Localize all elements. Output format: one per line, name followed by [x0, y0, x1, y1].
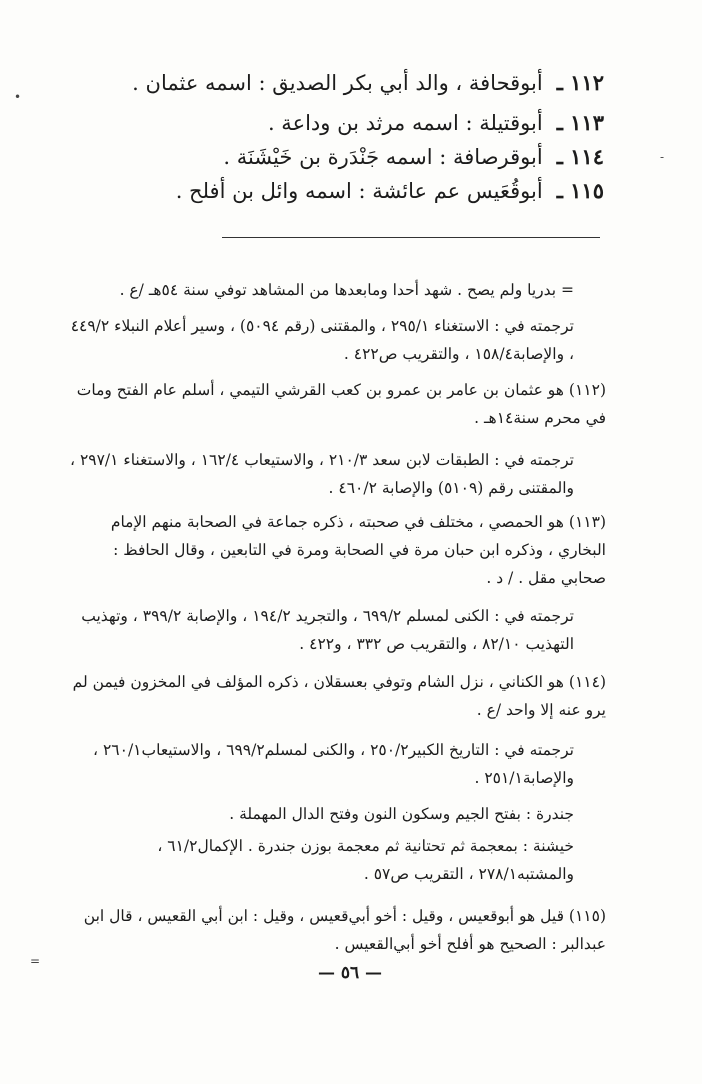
footnote-references: ترجمته في : الاستغناء ٢٩٥/١ ، والمقتنى (رقم ٥٠٩٤) ، وسير أعلام النبلاء ٤٤٩/٢ ، والإصابة١٥٨/٤ ، والتقريب ص٤٢٢ .	[70, 317, 574, 363]
entry-number: ١١٢ ـ	[556, 70, 604, 95]
footnote-112: (١١٢) هو عثمان بن عامر بن عمرو بن كعب القرشي التيمي ، أسلم عام الفتح ومات في محرم سنة١٤هـ .	[76, 381, 606, 427]
entry-text: أبوقُعَيس عم عائشة : اسمه وائل بن أفلح .	[175, 179, 543, 203]
footnote-continuation: = بدريا ولم يصح . شهد أحدا ومابعدها من المشاهد توفي سنة ٥٤هـ /ع .	[119, 281, 574, 299]
footnote-113-references: ترجمته في : الكنى لمسلم ٦٩٩/٢ ، والتجريد ١٩٤/٢ ، والإصابة ٣٩٩/٢ ، وتهذيب التهذيب ٨٢/١٠ ، والتقريب ص ٣٣٢ ، و٤٢٢ .	[81, 607, 574, 653]
entry-114	[84, 144, 604, 170]
page-number: — ٥٦ —	[317, 963, 383, 983]
entry-number: ١١٣ ـ	[556, 110, 604, 135]
footnote-112-references: ترجمته في : الطبقات لابن سعد ٢١٠/٣ ، والاستيعاب ١٦٢/٤ ، والاستغناء ٢٩٧/١ ، والمقتنى رقم (٥١٠٩) والإصابة ٤٦٠/٢ .	[70, 451, 574, 497]
entry-text: أبوقتيلة : اسمه مرثد بن وداعة .	[267, 111, 543, 135]
margin-mark: =	[30, 954, 41, 968]
entry-115	[84, 178, 604, 204]
footnote-separator	[222, 237, 600, 238]
entry-text: أبوقرصافة : اسمه جَنْدَرة بن خَيْشَنَة .	[223, 145, 543, 169]
margin-mark: -	[660, 150, 665, 164]
footnote-113: (١١٣) هو الحمصي ، مختلف في صحبته ، ذكره جماعة في الصحابة منهم الإمام البخاري ، وذكره ابن حبان مرة في الصحابة ومرة في التابعين ، وقال الحافظ : صحابي مقل . / د .	[110, 513, 606, 587]
footnote-gloss-khayshana: خيشنة : بمعجمة ثم تحتانية ثم معجمة بوزن جندرة . الإكمال٦١/٢ ، والمشتبه٢٧٨/١ ، التقريب ص٥٧ .	[157, 837, 574, 883]
footnote-114: (١١٤) هو الكناني ، نزل الشام وتوفي بعسقلان ، ذكره المؤلف في المخزون فيمن لم يرو عنه إلا واحد /ع .	[72, 673, 606, 719]
entry-number: ١١٥ ـ	[556, 178, 604, 203]
entry-113	[84, 110, 604, 136]
entry-112	[84, 70, 604, 96]
margin-mark: •	[14, 90, 22, 104]
entry-number: ١١٤ ـ	[556, 144, 604, 169]
footnote-114-references: ترجمته في : التاريخ الكبير٢٥٠/٢ ، والكنى لمسلم٦٩٩/٢ ، والاستيعاب٢٦٠/١ ، والإصابة٢٥١/١ .	[93, 741, 574, 787]
footnote-gloss-jandara: جندرة : بفتح الجيم وسكون النون وفتح الدال المهملة .	[229, 805, 574, 823]
footnote-115: (١١٥) قيل هو أبوقعيس ، وقيل : أخو أبي‌قعيس ، وقيل : ابن أبي القعيس ، قال ابن عبدالبر : الصحيح هو أفلح أخو أبي‌القعيس .	[83, 907, 606, 953]
entry-text: أبوقحافة ، والد أبي بكر الصديق : اسمه عثمان .	[132, 71, 543, 95]
